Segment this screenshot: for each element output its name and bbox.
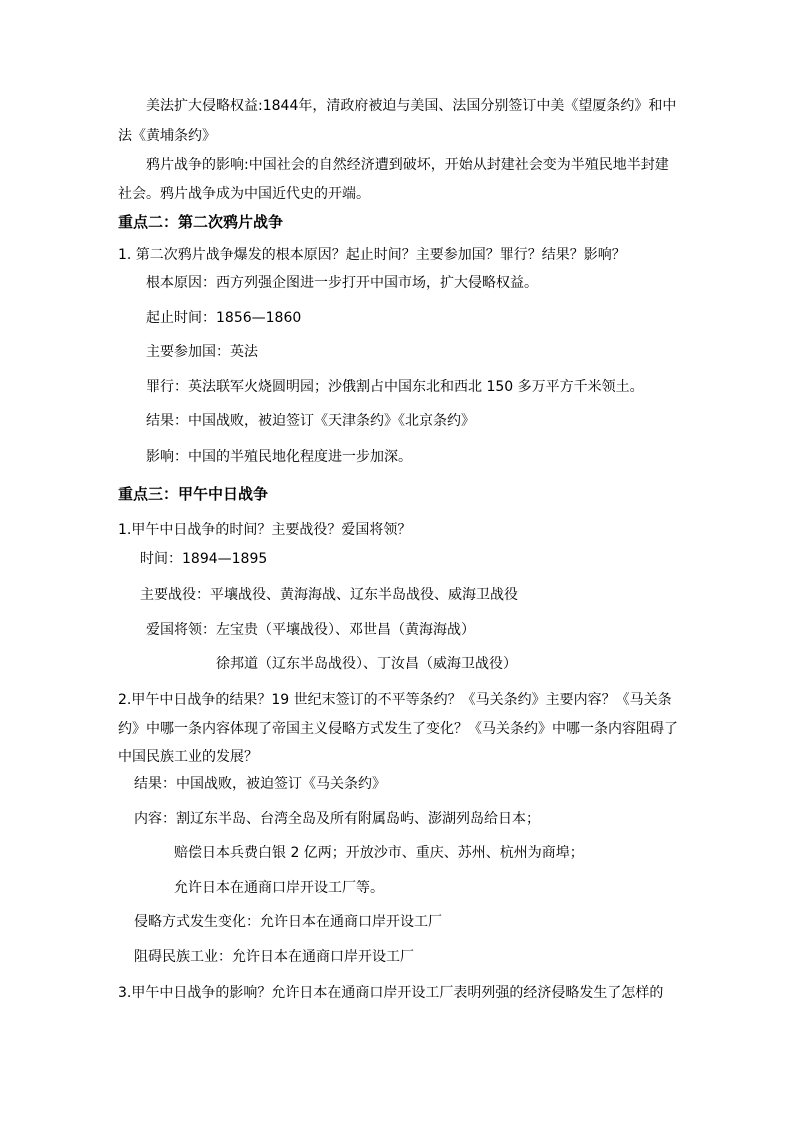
question-line: 1. 第二次鸦片战争爆发的根本原因？起止时间？主要参加国？罪行？结果？影响？ xyxy=(118,247,626,263)
question-line: 中国民族工业的发展？ xyxy=(118,749,258,765)
answer-line: 结果：中国战败，被迫签订《天津条约》《北京条约》 xyxy=(146,413,475,429)
section-heading: 重点三：甲午中日战争 xyxy=(118,485,269,503)
paragraph-line: 美法扩大侵略权益:1844年，清政府被迫与美国、法国分别签订中美《望厦条约》和中 xyxy=(146,98,677,114)
answer-line: 爱国将领：左宝贵（平壤战役）、邓世昌（黄海海战） xyxy=(146,622,475,638)
answer-line: 侵略方式发生变化：允许日本在通商口岸开设工厂 xyxy=(134,914,442,930)
answer-line: 阻碍民族工业：允许日本在通商口岸开设工厂 xyxy=(134,949,414,965)
question-line: 3.甲午中日战争的影响？允许日本在通商口岸开设工厂表明列强的经济侵略发生了怎样的 xyxy=(118,985,664,1001)
section-heading: 重点二：第二次鸦片战争 xyxy=(118,213,284,231)
paragraph-line: 社会。鸦片战争成为中国近代史的开端。 xyxy=(118,186,370,202)
answer-line: 影响：中国的半殖民地化程度进一步加深。 xyxy=(146,449,412,465)
answer-line: 内容：割辽东半岛、台湾全岛及所有附属岛屿、澎湖列岛给日本； xyxy=(134,811,540,827)
question-line: 1.甲午中日战争的时间？主要战役？爱国将领？ xyxy=(118,522,412,538)
answer-line: 根本原因：西方列强企图进一步打开中国市场，扩大侵略权益。 xyxy=(146,275,538,291)
question-line: 约》中哪一条内容体现了帝国主义侵略方式发生了变化？《马关条约》中哪一条内容阻碍了 xyxy=(118,721,678,737)
answer-line: 徐邦道（辽东半岛战役）、丁汝昌（威海卫战役） xyxy=(216,656,517,672)
answer-line: 主要战役：平壤战役、黄海海战、辽东半岛战役、威海卫战役 xyxy=(140,587,518,603)
answer-line: 主要参加国：英法 xyxy=(146,344,258,360)
paragraph-line: 法《黄埔条约》 xyxy=(118,128,216,144)
answer-line: 罪行：英法联军火烧圆明园；沙俄割占中国东北和西北 150 多万平方千米领土。 xyxy=(146,379,644,395)
answer-line: 赔偿日本兵费白银 2 亿两；开放沙市、重庆、苏州、杭州为商埠； xyxy=(174,845,584,861)
paragraph-line: 鸦片战争的影响:中国社会的自然经济遭到破坏，开始从封建社会变为半殖民地半封建 xyxy=(146,157,669,173)
question-line: 2.甲午中日战争的结果？19 世纪末签订的不平等条约？《马关条约》主要内容？《马关条 xyxy=(118,692,672,708)
answer-line: 结果：中国战败，被迫签订《马关条约》 xyxy=(134,776,386,792)
answer-line: 允许日本在通商口岸开设工厂等。 xyxy=(174,880,384,896)
answer-line: 起止时间：1856—1860 xyxy=(146,310,302,326)
answer-line: 时间：1894—1895 xyxy=(140,551,268,567)
